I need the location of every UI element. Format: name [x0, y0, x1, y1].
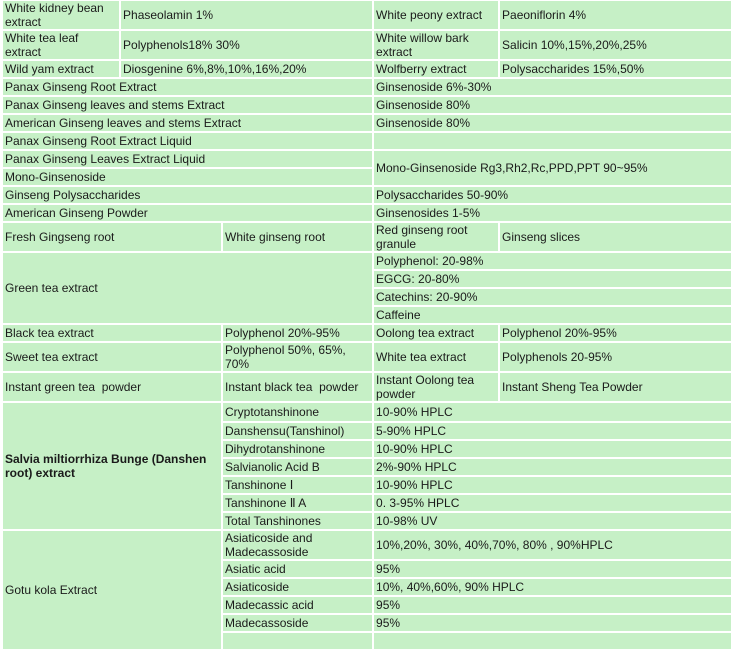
table-cell: American Ginseng leaves and stems Extract — [3, 115, 372, 131]
table-row — [3, 205, 731, 221]
table-cell: Panax Ginseng Root Extract — [3, 79, 372, 95]
table-cell: White willow bark extract — [374, 31, 498, 59]
table-cell: Ginseng Polysaccharides — [3, 187, 372, 203]
table-cell: 10-90% HPLC — [374, 477, 731, 493]
table-cell: Salvianolic Acid B — [223, 459, 372, 475]
table-cell: Polysaccharides 50-90% — [374, 187, 731, 203]
table-row — [3, 79, 731, 95]
table-cell: Cryptotanshinone — [223, 403, 372, 421]
table-cell: Paeoniflorin 4% — [500, 1, 731, 29]
table-cell: Instant Sheng Tea Powder — [500, 373, 731, 401]
table-row — [3, 253, 731, 269]
table-cell: Madecassic acid — [223, 597, 372, 613]
table-row — [3, 61, 731, 77]
table-cell: Polyphenol 20%-95% — [500, 325, 731, 341]
table-row — [3, 133, 731, 149]
table-row — [3, 31, 731, 59]
table-cell: Polyphenol: 20-98% — [374, 253, 731, 269]
table-cell: Black tea extract — [3, 325, 221, 341]
table-cell: 10-90% HPLC — [374, 403, 731, 421]
table-cell: Instant Oolong tea powder — [374, 373, 498, 401]
table-cell: Panax Ginseng Leaves Extract Liquid — [3, 151, 372, 167]
table-cell: American Ginseng Powder — [3, 205, 372, 221]
table-cell: 10%,20%, 30%, 40%,70%, 80% , 90%HPLC — [374, 531, 731, 559]
table-cell: Instant black tea powder — [223, 373, 372, 401]
table-cell: Tanshinone Ⅰ — [223, 477, 372, 493]
table-cell: Instant green tea powder — [3, 373, 221, 401]
table-cell: Oolong tea extract — [374, 325, 498, 341]
table-cell: 95% — [374, 561, 731, 577]
table-row — [3, 373, 731, 401]
table-cell: Catechins: 20-90% — [374, 289, 731, 305]
table-cell: Fresh Gingseng root — [3, 223, 221, 251]
table-row — [3, 403, 731, 421]
table-cell — [374, 633, 731, 649]
table-cell: Tanshinone Ⅱ A — [223, 495, 372, 511]
table-row — [3, 97, 731, 113]
table-cell: 10%, 40%,60%, 90% HPLC — [374, 579, 731, 595]
table-cell: Wolfberry extract — [374, 61, 498, 77]
table-cell: Panax Ginseng leaves and stems Extract — [3, 97, 372, 113]
table-row — [3, 343, 731, 371]
table-cell: Polyphenol 20%-95% — [223, 325, 372, 341]
table-cell: Panax Ginseng Root Extract Liquid — [3, 133, 372, 149]
table-row — [3, 531, 731, 559]
table-cell: Madecassoside — [223, 615, 372, 631]
table-cell: Salicin 10%,15%,20%,25% — [500, 31, 731, 59]
product-spec-rows — [3, 1, 731, 649]
table-cell: Total Tanshinones — [223, 513, 372, 529]
table-cell: 0. 3-95% HPLC — [374, 495, 731, 511]
product-spec-table — [1, 0, 733, 651]
table-cell: Ginsenoside 80% — [374, 115, 731, 131]
table-cell: White kidney bean extract — [3, 1, 119, 29]
table-cell: White tea leaf extract — [3, 31, 119, 59]
table-cell: Asiaticoside — [223, 579, 372, 595]
table-row — [3, 1, 731, 29]
table-cell: Ginsenoside 6%-30% — [374, 79, 731, 95]
table-row — [3, 115, 731, 131]
table-cell: 5-90% HPLC — [374, 423, 731, 439]
table-cell: Polyphenol 50%, 65%, 70% — [223, 343, 372, 371]
table-cell — [374, 133, 731, 149]
table-cell: Dihydrotanshinone — [223, 441, 372, 457]
table-cell: Mono-Ginsenoside — [3, 169, 372, 185]
table-row — [3, 223, 731, 251]
table-cell: 2%-90% HPLC — [374, 459, 731, 475]
table-cell: Gotu kola Extract — [3, 531, 221, 649]
table-cell: Red ginseng root granule — [374, 223, 498, 251]
table-cell: Ginsenosides 1-5% — [374, 205, 731, 221]
table-row — [3, 325, 731, 341]
table-cell: White tea extract — [374, 343, 498, 371]
table-cell: Ginseng slices — [500, 223, 731, 251]
table-cell: Caffeine — [374, 307, 731, 323]
table-row — [3, 187, 731, 203]
table-cell: White ginseng root — [223, 223, 372, 251]
table-cell: Asiatic acid — [223, 561, 372, 577]
table-cell: Sweet tea extract — [3, 343, 221, 371]
table-cell: Polysaccharides 15%,50% — [500, 61, 731, 77]
table-cell: White peony extract — [374, 1, 498, 29]
table-cell: Salvia miltiorrhiza Bunge (Danshen root) extract — [3, 403, 221, 529]
table-cell: Wild yam extract — [3, 61, 119, 77]
table-cell: Polyphenols18% 30% — [121, 31, 372, 59]
table-cell: Mono-Ginsenoside Rg3,Rh2,Rc,PPD,PPT 90~95% — [374, 151, 731, 185]
table-cell: 10-98% UV — [374, 513, 731, 529]
table-cell: Ginsenoside 80% — [374, 97, 731, 113]
table-cell: Danshensu(Tanshinol) — [223, 423, 372, 439]
table-cell: 95% — [374, 615, 731, 631]
table-cell — [223, 633, 372, 649]
table-cell: Polyphenols 20-95% — [500, 343, 731, 371]
table-cell: 10-90% HPLC — [374, 441, 731, 457]
table-row — [3, 151, 731, 167]
table-cell: Phaseolamin 1% — [121, 1, 372, 29]
table-cell: EGCG: 20-80% — [374, 271, 731, 287]
table-cell: Diosgenine 6%,8%,10%,16%,20% — [121, 61, 372, 77]
table-cell: Asiaticoside and Madecassoside — [223, 531, 372, 559]
table-cell: 95% — [374, 597, 731, 613]
table-cell: Green tea extract — [3, 253, 372, 323]
